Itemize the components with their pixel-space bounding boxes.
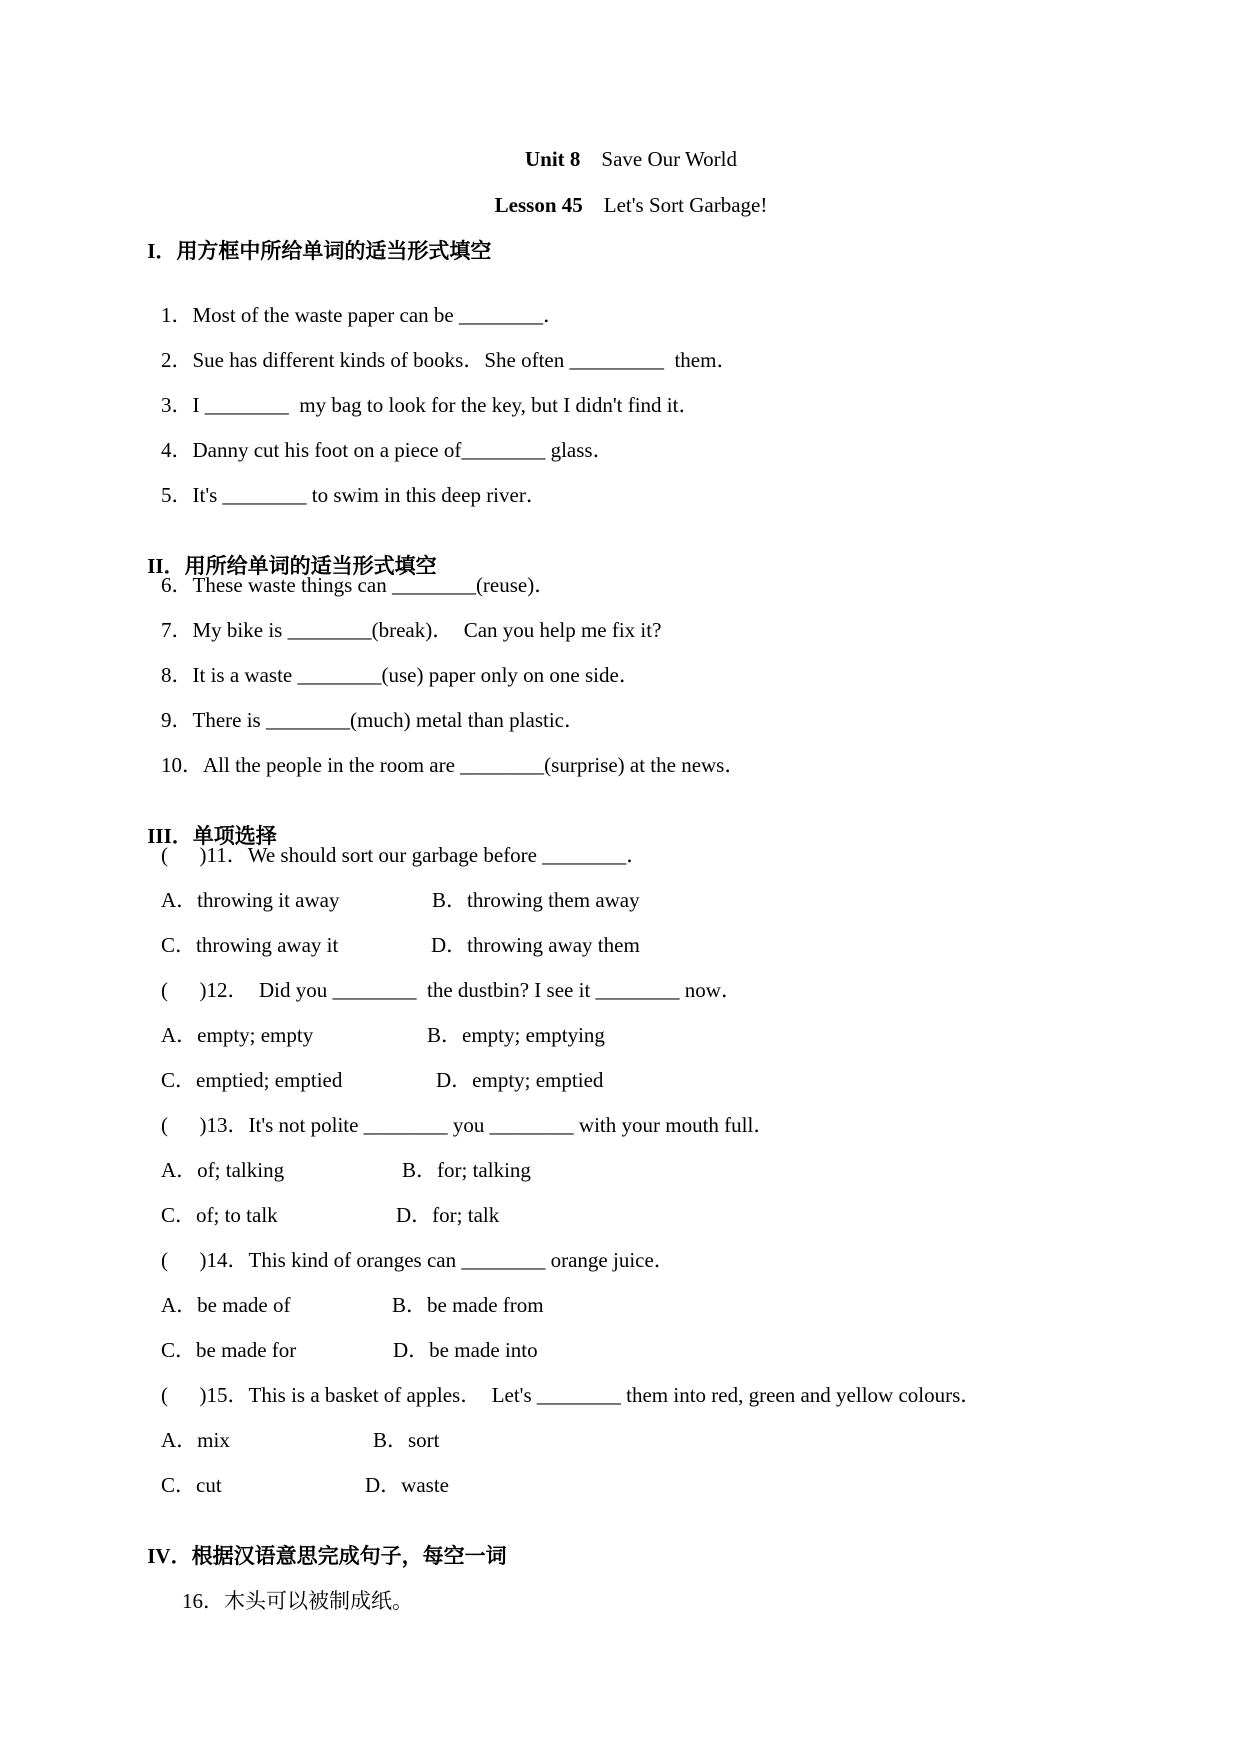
lesson-label: Lesson 45: [494, 193, 583, 217]
unit-title: Save Our World: [601, 147, 737, 171]
question-6: 6．These waste things can ________(reuse)．: [161, 573, 556, 597]
question-10: 10．All the people in the room are ________(surprise) at the news．: [161, 753, 746, 777]
question-4: 4．Danny cut his foot on a piece of________ glass．: [161, 438, 614, 462]
option-12-b: B．empty; emptying: [427, 1023, 605, 1047]
option-15-a: A．mix: [161, 1428, 230, 1452]
option-14-a: A．be made of: [161, 1293, 291, 1317]
question-16-text: 木头可以被制成纸。: [224, 1589, 413, 1613]
question-14: ( )14．This kind of oranges can ________ orange juice．: [161, 1248, 675, 1272]
question-5: 5．It's ________ to swim in this deep river．: [161, 483, 547, 507]
option-11-c: C．throwing away it: [161, 933, 339, 957]
option-13-b: B．for; talking: [402, 1158, 531, 1182]
option-12-d: D．empty; emptied: [436, 1068, 604, 1092]
question-1: 1．Most of the waste paper can be ________．: [161, 303, 564, 327]
option-12-c: C．emptied; emptied: [161, 1068, 343, 1092]
question-9: 9．There is ________(much) metal than plastic．: [161, 708, 585, 732]
section-heading-4: IV．根据汉语意思完成句子，每空一词: [147, 1544, 507, 1568]
question-12: ( )12． Did you ________ the dustbin? I see it ________ now．: [161, 978, 742, 1002]
section-heading-1: I．用方框中所给单词的适当形式填空: [147, 239, 492, 263]
question-7: 7．My bike is ________(break)． Can you help me fix it?: [161, 618, 662, 642]
section-heading-3: III．单项选择: [147, 824, 277, 848]
option-14-b: B．be made from: [392, 1293, 544, 1317]
option-14-c: C．be made for: [161, 1338, 297, 1362]
lesson-title: Let's Sort Garbage!: [603, 193, 768, 217]
question-16-number: 16．: [182, 1589, 224, 1613]
section-heading-2: II．用所给单词的适当形式填空: [147, 554, 437, 578]
question-8: 8．It is a waste ________(use) paper only on one side．: [161, 663, 640, 687]
question-3: 3．I ________ my bag to look for the key, but I didn't find it．: [161, 393, 700, 417]
question-2: 2．Sue has different kinds of books．She often _________ them．: [161, 348, 738, 372]
option-11-b: B．throwing them away: [432, 888, 640, 912]
question-15: ( )15．This is a basket of apples． Let's ________ them into red, green and yellow colours．: [161, 1383, 982, 1407]
question-11: ( )11．We should sort our garbage before ________．: [161, 843, 648, 867]
option-14-d: D．be made into: [393, 1338, 538, 1362]
option-13-c: C．of; to talk: [161, 1203, 278, 1227]
unit-label: Unit 8: [524, 147, 581, 171]
option-12-a: A．empty; empty: [161, 1023, 314, 1047]
option-15-d: D．waste: [365, 1473, 449, 1497]
option-15-b: B．sort: [373, 1428, 440, 1452]
option-13-d: D．for; talk: [396, 1203, 500, 1227]
question-16: [161, 1562, 413, 1640]
option-11-d: D．throwing away them: [431, 933, 640, 957]
option-11-a: A．throwing it away: [161, 888, 340, 912]
option-15-c: C．cut: [161, 1473, 222, 1497]
question-13: ( )13．It's not polite ________ you ________ with your mouth full．: [161, 1113, 775, 1137]
option-13-a: A．of; talking: [161, 1158, 285, 1182]
